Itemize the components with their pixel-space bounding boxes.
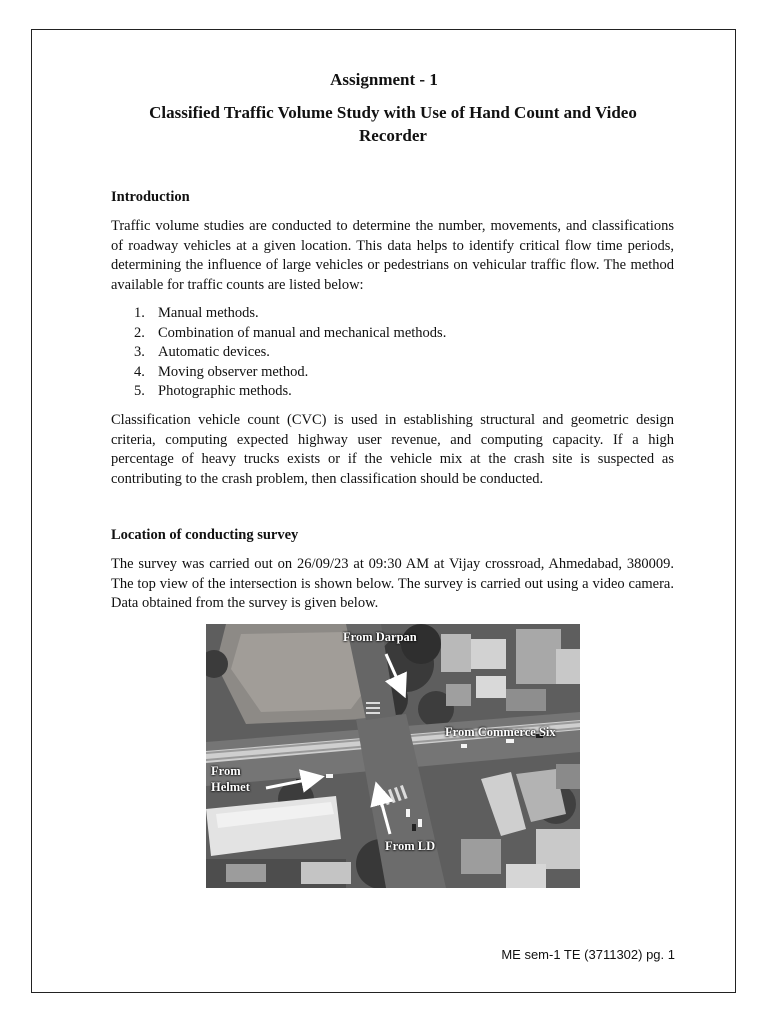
list-item: 2. Combination of manual and mechanical methods.	[134, 324, 447, 341]
list-item: 4. Moving observer method.	[134, 363, 309, 380]
label-from-ld: From LD	[385, 839, 436, 853]
intersection-aerial-photo	[206, 624, 580, 888]
introduction-heading: Introduction	[111, 189, 190, 205]
cvc-paragraph: Classification vehicle count (CVC) is used in establishing structural and geometric design criteria, computing expected highway user revenue, and computing capacity. If a high percentage of heavy trucks exists or if the vehicle mix at the crash site is suspected as contributing to the crash problem, then classification should be conducted.	[111, 412, 674, 487]
introduction-paragraph: Traffic volume studies are conducted to determine the number, movements, and classifications of roadway vehicles at a given location. This data helps to identify critical flow time periods, determining the influence of large vehicles or pedestrians on vehicular traffic flow. The method available for traffic counts are listed below:	[111, 218, 674, 293]
document-subtitle: Classified Traffic Volume Study with Use of Hand Count and Video Recorder	[149, 103, 637, 145]
list-item: 3. Automatic devices.	[134, 344, 270, 360]
traffic-count-methods-list	[134, 304, 446, 402]
list-item: 1. Manual methods.	[134, 305, 259, 321]
location-paragraph: The survey was carried out on 26/09/23 at 09:30 AM at Vijay crossroad, Ahmedabad, 380009. The top view of the intersection is shown below. The survey is carried out using a video camera. Data obtained from the survey is given below.	[111, 556, 674, 611]
label-from-helmet: From Helmet	[211, 764, 250, 794]
label-from-commerce-six: From Commerce Six	[445, 725, 556, 739]
label-from-darpan: From Darpan	[343, 630, 417, 644]
list-item: 5. Photographic methods.	[134, 383, 292, 399]
location-heading: Location of conducting survey	[111, 527, 299, 543]
assignment-title: Assignment - 1	[330, 70, 438, 89]
page-footer: ME sem-1 TE (3711302) pg. 1	[501, 947, 675, 962]
